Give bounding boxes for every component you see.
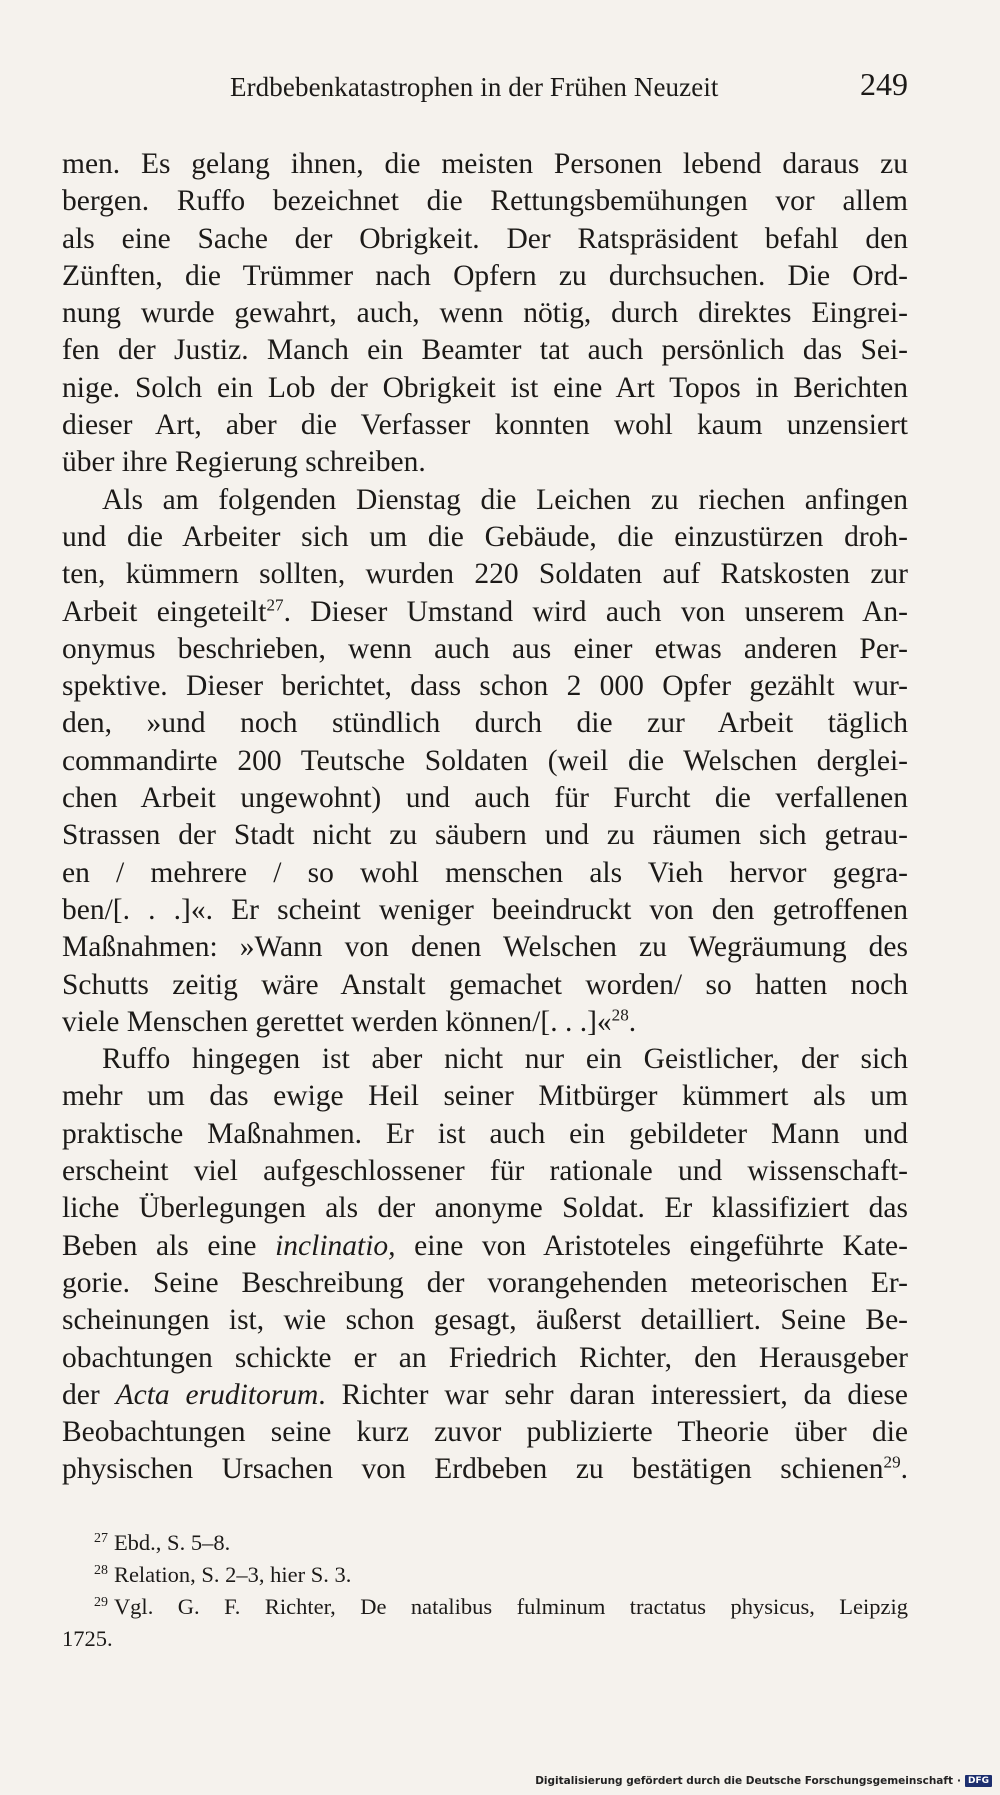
text-line: nige. Solch ein Lob der Obrigkeit ist eine Art Topos in Berichten — [62, 371, 908, 404]
text-line: dieser Art, aber die Verfasser konnten wohl kaum unzensiert — [62, 409, 908, 442]
text-line: bergen. Ruffo bezeichnet die Rettungsbemühungen vor allem — [62, 185, 908, 218]
text-line: den, »und noch stündlich durch die zur Arbeit täglich — [62, 707, 908, 740]
text-line: fen der Justiz. Manch ein Beamter tat auch persönlich das Sei- — [62, 334, 908, 367]
text-line: onymus beschrieben, wenn auch aus einer etwas anderen Per- — [62, 632, 908, 665]
text-line: als eine Sache der Obrigkeit. Der Ratspräsident befahl den — [62, 222, 908, 255]
text-line: Ruffo hingegen ist aber nicht nur ein Geistlicher, der sich — [102, 1043, 908, 1076]
running-title: Erdbebenkatastrophen in der Frühen Neuzeit — [230, 72, 719, 102]
italic-title: Acta eruditorum — [115, 1378, 319, 1411]
footnotes — [62, 1527, 908, 1655]
text-line: Maßnahmen: »Wann von denen Welschen zu Wegräumung des — [62, 931, 908, 964]
text-line: gorie. Seine Beschreibung der vorangehenden meteorischen Er- — [62, 1266, 908, 1299]
text-line: spektive. Dieser berichtet, dass schon 2 000 Opfer gezählt wur- — [62, 670, 908, 703]
text-line: Strassen der Stadt nicht zu säubern und zu räumen sich getrau- — [62, 819, 908, 852]
footnote-number: 29 — [94, 1595, 108, 1611]
footnote-text: Vgl. G. F. Richter, De natalibus fulminum tractatus physicus, Leipzig — [113, 1594, 908, 1619]
text-line — [62, 1377, 908, 1414]
text-run: Arbeit eingeteilt — [62, 595, 267, 628]
text-line: erscheint viel aufgeschlossener für rationale und wissenschaft- — [62, 1155, 908, 1188]
text-run: physischen Ursachen von Erdbeben zu bestätigen schienen — [62, 1453, 884, 1486]
text-line: und die Arbeiter sich um die Gebäude, die einzustürzen droh- — [62, 520, 908, 553]
text-line: liche Überlegungen als der anonyme Soldat. Er klassifiziert das — [62, 1192, 908, 1225]
text-run: viele Menschen gerettet werden können/[. . .]« — [62, 1005, 612, 1038]
text-line: Schutts zeitig wäre Anstalt gemachet worden/ so hatten noch — [62, 968, 908, 1001]
text-run: Beben als eine — [62, 1229, 276, 1262]
footnote-ref-29[interactable]: 29 — [883, 1452, 901, 1472]
text-line: commandirte 200 Teutsche Soldaten (weil die Welschen derglei- — [62, 744, 908, 777]
body-text — [62, 146, 908, 1489]
text-line: Als am folgenden Dienstag die Leichen zu riechen anfingen — [102, 483, 908, 516]
text-line: Zünften, die Trümmer nach Opfern zu durchsuchen. Die Ord- — [62, 259, 908, 292]
footnote-ref-27[interactable]: 27 — [266, 594, 284, 614]
page-number: 249 — [860, 66, 908, 102]
text-line: mehr um das ewige Heil seiner Mitbürger kümmert als um — [62, 1080, 908, 1113]
footnote-29 — [62, 1591, 908, 1623]
text-line: ben/[. . .]«. Er scheint weniger beeindruckt von den getroffenen — [62, 893, 908, 926]
text-run: der — [62, 1378, 116, 1411]
dfg-logo-icon: DFG — [965, 1775, 992, 1787]
text-line: über ihre Regierung schreiben. — [62, 446, 426, 479]
text-line: men. Es gelang ihnen, die meisten Personen lebend daraus zu — [62, 148, 908, 180]
digitization-credit — [535, 1775, 992, 1787]
text-line — [62, 594, 908, 631]
text-run: . — [628, 1005, 637, 1038]
italic-term: inclinatio, — [275, 1229, 396, 1262]
credit-text: Digitalisierung gefördert durch die Deutsche Forschungsgemeinschaft — [535, 1775, 953, 1787]
text-line — [62, 1004, 908, 1041]
credit-separator: · — [956, 1775, 961, 1787]
text-line: nung wurde gewahrt, auch, wenn nötig, durch direktes Eingrei- — [62, 297, 908, 330]
text-run: . Dieser Umstand wird auch von unserem An- — [283, 595, 908, 628]
text-line: en / mehrere / so wohl menschen als Vieh hervor gegra- — [62, 856, 908, 889]
footnote-number: 28 — [94, 1563, 108, 1579]
text-line: scheinungen ist, wie schon gesagt, äußerst detailliert. Seine Be- — [62, 1304, 908, 1337]
footnote-ref-28[interactable]: 28 — [611, 1005, 629, 1025]
footnote-text: Relation, S. 2–3, hier S. 3. — [113, 1562, 352, 1587]
text-line — [62, 1451, 908, 1488]
footnote-27 — [62, 1527, 908, 1559]
text-line: obachtungen schickte er an Friedrich Richter, den Herausgeber — [62, 1341, 908, 1374]
footnote-28 — [62, 1559, 908, 1591]
text-line — [62, 1228, 908, 1265]
text-run: eine von Aristoteles eingeführte Kate- — [395, 1229, 908, 1262]
text-run: . — [900, 1453, 908, 1486]
text-run: . Richter war sehr daran interessiert, da diese — [318, 1378, 908, 1411]
footnote-number: 27 — [94, 1531, 108, 1547]
text-line: Beobachtungen seine kurz zuvor publizierte Theorie über die — [62, 1416, 908, 1449]
text-line: chen Arbeit ungewohnt) und auch für Furcht die verfallenen — [62, 782, 908, 815]
text-line: praktische Maßnahmen. Er ist auch ein gebildeter Mann und — [62, 1117, 908, 1150]
footnote-29-continued: 1725. — [62, 1626, 113, 1651]
footnote-text: Ebd., S. 5–8. — [113, 1530, 231, 1555]
text-line: ten, kümmern sollten, wurden 220 Soldaten auf Ratskosten zur — [62, 558, 908, 591]
